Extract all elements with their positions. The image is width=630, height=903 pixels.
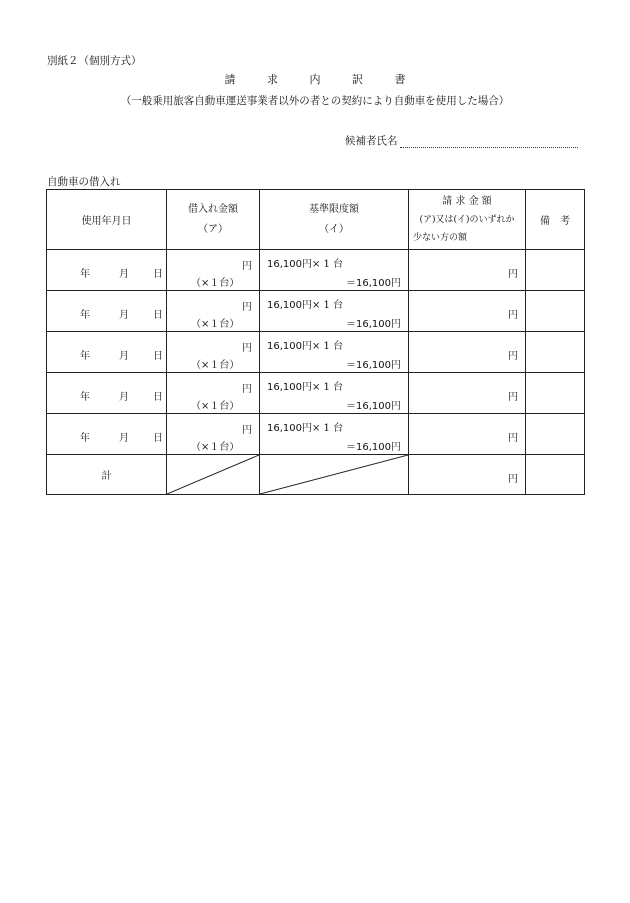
total-label: 計: [101, 471, 112, 482]
claim-amount-cell[interactable]: [409, 414, 526, 455]
base-limit-result: ＝16,100円: [346, 278, 401, 289]
yen-unit: 円: [508, 351, 518, 362]
diagonal-slash: [260, 455, 408, 494]
vehicle-count-note: （×１台）: [191, 401, 240, 412]
diagonal-slash: [167, 455, 259, 494]
rent-amount-cell[interactable]: [167, 332, 260, 373]
base-limit-result: ＝16,100円: [346, 360, 401, 371]
header-claim-amount: 請 求 金 額 (ア)又は(イ)のいずれか 少ない方の額: [409, 190, 526, 250]
header-date: 使用年月日: [47, 190, 167, 250]
header-base-limit: 基準限度額 （イ）: [260, 190, 409, 250]
remarks-cell[interactable]: [526, 250, 585, 291]
day-label: 日: [153, 392, 163, 403]
date-cell[interactable]: [47, 414, 167, 455]
claim-amount-cell[interactable]: [409, 250, 526, 291]
remarks-cell[interactable]: [526, 332, 585, 373]
base-limit-formula: 16,100円× 1 台: [267, 382, 344, 393]
yen-unit: 円: [242, 261, 252, 272]
remarks-cell[interactable]: [526, 291, 585, 332]
base-limit-formula: 16,100円× 1 台: [267, 341, 344, 352]
claim-amount-cell[interactable]: [409, 291, 526, 332]
yen-unit: 円: [242, 425, 252, 436]
document-subtitle: （一般乗用旅客自動車運送事業者以外の者との契約により自動車を使用した場合）: [120, 95, 510, 107]
day-label: 日: [153, 310, 163, 321]
total-claim-cell[interactable]: [409, 455, 526, 495]
date-cell[interactable]: [47, 291, 167, 332]
table-row: [47, 332, 585, 373]
table-row: [47, 373, 585, 414]
rent-amount-cell[interactable]: [167, 414, 260, 455]
form-label: 別紙２（個別方式）: [47, 55, 142, 67]
year-label: 年: [80, 392, 90, 403]
base-limit-cell: [260, 250, 409, 291]
total-base-slash-cell: [260, 455, 409, 495]
base-limit-result: ＝16,100円: [346, 442, 401, 453]
month-label: 月: [119, 433, 129, 444]
claim-amount-cell[interactable]: [409, 373, 526, 414]
base-limit-cell: [260, 414, 409, 455]
vehicle-count-note: （×１台）: [191, 442, 240, 453]
rent-amount-cell[interactable]: [167, 373, 260, 414]
header-rent-amount: 借入れ金額 （ア）: [167, 190, 260, 250]
date-cell[interactable]: [47, 250, 167, 291]
total-row: [47, 455, 585, 495]
date-cell[interactable]: [47, 332, 167, 373]
month-label: 月: [119, 310, 129, 321]
month-label: 月: [119, 269, 129, 280]
total-label-cell: [47, 455, 167, 495]
yen-unit: 円: [508, 392, 518, 403]
day-label: 日: [153, 433, 163, 444]
yen-unit: 円: [242, 343, 252, 354]
document-title: 請 求 内 訳 書: [224, 73, 420, 86]
year-label: 年: [80, 351, 90, 362]
year-label: 年: [80, 433, 90, 444]
vehicle-count-note: （×１台）: [191, 360, 240, 371]
claim-amount-cell[interactable]: [409, 332, 526, 373]
vehicle-count-note: （×１台）: [191, 319, 240, 330]
total-rent-slash-cell: [167, 455, 260, 495]
remarks-cell[interactable]: [526, 414, 585, 455]
table-row: [47, 291, 585, 332]
table-row: [47, 250, 585, 291]
claim-breakdown-table: [46, 189, 585, 495]
yen-unit: 円: [508, 433, 518, 444]
vehicle-count-note: （×１台）: [191, 278, 240, 289]
day-label: 日: [153, 351, 163, 362]
base-limit-result: ＝16,100円: [346, 319, 401, 330]
candidate-name-label: 候補者氏名: [345, 135, 398, 147]
header-remarks: 備 考: [526, 190, 585, 250]
yen-unit: 円: [508, 269, 518, 280]
yen-unit: 円: [242, 302, 252, 313]
base-limit-cell: [260, 332, 409, 373]
base-limit-cell: [260, 291, 409, 332]
yen-unit: 円: [242, 384, 252, 395]
base-limit-cell: [260, 373, 409, 414]
candidate-name-blank[interactable]: [400, 136, 578, 148]
day-label: 日: [153, 269, 163, 280]
base-limit-formula: 16,100円× 1 台: [267, 423, 344, 434]
total-remarks-cell[interactable]: [526, 455, 585, 495]
date-cell[interactable]: [47, 373, 167, 414]
month-label: 月: [119, 392, 129, 403]
yen-unit: 円: [508, 310, 518, 321]
base-limit-result: ＝16,100円: [346, 401, 401, 412]
rent-amount-cell[interactable]: [167, 291, 260, 332]
rent-amount-cell[interactable]: [167, 250, 260, 291]
remarks-cell[interactable]: [526, 373, 585, 414]
section-label: 自動車の借入れ: [47, 176, 121, 188]
base-limit-formula: 16,100円× 1 台: [267, 259, 344, 270]
year-label: 年: [80, 310, 90, 321]
year-label: 年: [80, 269, 90, 280]
candidate-name-field[interactable]: [345, 133, 578, 148]
yen-unit: 円: [508, 474, 518, 485]
table-header-row: [47, 190, 585, 250]
base-limit-formula: 16,100円× 1 台: [267, 300, 344, 311]
table-row: [47, 414, 585, 455]
month-label: 月: [119, 351, 129, 362]
